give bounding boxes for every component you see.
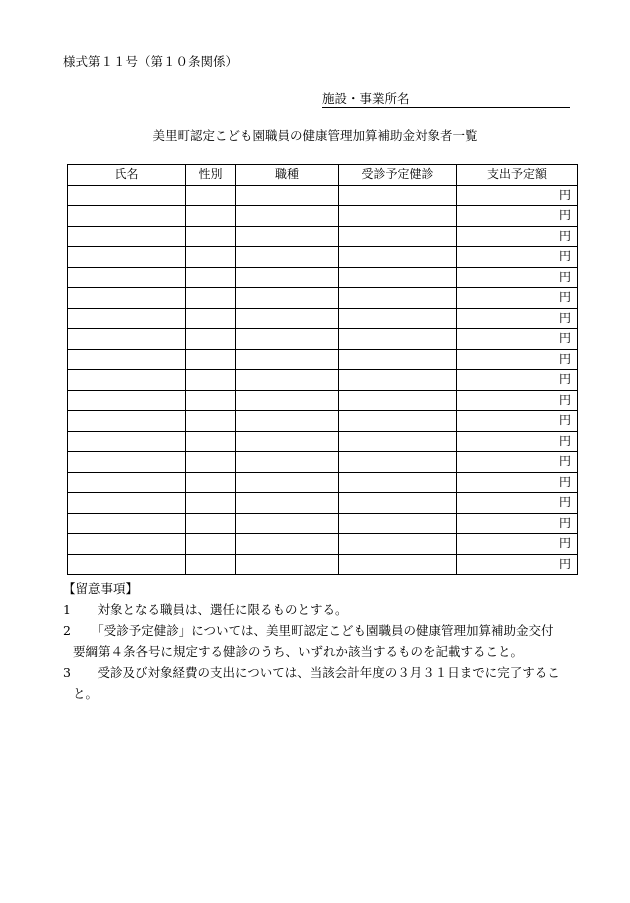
amount-cell[interactable] <box>457 267 578 288</box>
yen-unit: 円 <box>558 495 571 510</box>
checkup-cell[interactable] <box>339 349 457 370</box>
name-cell[interactable] <box>68 288 186 309</box>
yen-unit: 円 <box>558 474 571 489</box>
checkup-cell[interactable] <box>339 431 457 452</box>
notes-heading: 【留意事項】 <box>63 581 139 596</box>
checkup-cell[interactable] <box>339 493 457 514</box>
note-text: 受診及び対象経費の支出については、当該会計年度の３月３１日までに完了するこ <box>85 665 560 680</box>
yen-unit: 円 <box>558 249 571 264</box>
gender-cell[interactable] <box>186 206 236 227</box>
gender-cell[interactable] <box>186 431 236 452</box>
gender-cell[interactable] <box>186 370 236 391</box>
name-cell[interactable] <box>68 452 186 473</box>
amount-cell[interactable] <box>457 349 578 370</box>
job-type-cell[interactable] <box>236 493 339 514</box>
amount-cell[interactable] <box>457 472 578 493</box>
checkup-cell[interactable] <box>339 513 457 534</box>
yen-unit: 円 <box>558 351 571 366</box>
gender-cell[interactable] <box>186 493 236 514</box>
amount-cell[interactable] <box>457 554 578 575</box>
job-type-cell[interactable] <box>236 349 339 370</box>
yen-unit: 円 <box>558 392 571 407</box>
yen-unit: 円 <box>558 536 571 551</box>
name-cell[interactable] <box>68 370 186 391</box>
yen-unit: 円 <box>558 515 571 530</box>
name-cell[interactable] <box>68 226 186 247</box>
amount-cell[interactable] <box>457 452 578 473</box>
amount-cell[interactable] <box>457 493 578 514</box>
checkup-cell[interactable] <box>339 554 457 575</box>
job-type-cell[interactable] <box>236 247 339 268</box>
note-item <box>63 662 583 704</box>
checkup-cell[interactable] <box>339 206 457 227</box>
job-type-cell[interactable] <box>236 513 339 534</box>
yen-unit: 円 <box>558 208 571 223</box>
header-name: 氏名 <box>68 165 186 186</box>
checkup-cell[interactable] <box>339 288 457 309</box>
table-row <box>68 534 578 555</box>
yen-unit: 円 <box>558 187 571 202</box>
table-row <box>68 329 578 350</box>
gender-cell[interactable] <box>186 513 236 534</box>
name-cell[interactable] <box>68 247 186 268</box>
checkup-cell[interactable] <box>339 329 457 350</box>
job-type-cell[interactable] <box>236 390 339 411</box>
checkup-cell[interactable] <box>339 472 457 493</box>
gender-cell[interactable] <box>186 226 236 247</box>
yen-unit: 円 <box>558 413 571 428</box>
yen-unit: 円 <box>558 228 571 243</box>
name-cell[interactable] <box>68 267 186 288</box>
job-type-cell[interactable] <box>236 554 339 575</box>
checkup-cell[interactable] <box>339 411 457 432</box>
amount-cell[interactable] <box>457 329 578 350</box>
name-cell[interactable] <box>68 390 186 411</box>
gender-cell[interactable] <box>186 452 236 473</box>
note-item <box>63 620 583 662</box>
amount-cell[interactable] <box>457 185 578 206</box>
job-type-cell[interactable] <box>236 288 339 309</box>
notes-list <box>63 599 583 704</box>
amount-cell[interactable] <box>457 513 578 534</box>
checkup-cell[interactable] <box>339 390 457 411</box>
note-text: 要綱第４条各号に規定する健診のうち、いずれか該当するものを記載すること。 <box>73 644 524 659</box>
note-text: 対象となる職員は、選任に限るものとする。 <box>85 602 348 617</box>
checkup-cell[interactable] <box>339 247 457 268</box>
name-cell[interactable] <box>68 308 186 329</box>
table-row <box>68 431 578 452</box>
form-number: 様式第１１号（第１０条関係） <box>63 54 239 69</box>
gender-cell[interactable] <box>186 247 236 268</box>
header-job-type: 職種 <box>236 165 339 186</box>
table-row <box>68 267 578 288</box>
gender-cell[interactable] <box>186 349 236 370</box>
facility-name-field[interactable] <box>322 92 570 108</box>
roster-body <box>68 185 578 575</box>
table-row <box>68 288 578 309</box>
gender-cell[interactable] <box>186 267 236 288</box>
name-cell[interactable] <box>68 185 186 206</box>
yen-unit: 円 <box>558 372 571 387</box>
roster-table <box>67 164 578 575</box>
amount-cell[interactable] <box>457 308 578 329</box>
name-cell[interactable] <box>68 472 186 493</box>
name-cell[interactable] <box>68 329 186 350</box>
gender-cell[interactable] <box>186 411 236 432</box>
checkup-cell[interactable] <box>339 226 457 247</box>
job-type-cell[interactable] <box>236 370 339 391</box>
note-text: と。 <box>73 686 99 701</box>
table-row <box>68 390 578 411</box>
job-type-cell[interactable] <box>236 411 339 432</box>
note-number: 1 <box>63 602 71 617</box>
amount-cell[interactable] <box>457 431 578 452</box>
name-cell[interactable] <box>68 349 186 370</box>
amount-cell[interactable] <box>457 390 578 411</box>
gender-cell[interactable] <box>186 288 236 309</box>
yen-unit: 円 <box>558 433 571 448</box>
amount-cell[interactable] <box>457 534 578 555</box>
checkup-cell[interactable] <box>339 308 457 329</box>
document-title: 美里町認定こども園職員の健康管理加算補助金対象者一覧 <box>152 128 478 143</box>
facility-label: 施設・事業所名 <box>322 91 410 106</box>
header-row <box>68 165 578 186</box>
table-row <box>68 206 578 227</box>
job-type-cell[interactable] <box>236 534 339 555</box>
header-amount: 支出予定額 <box>457 165 578 186</box>
gender-cell[interactable] <box>186 554 236 575</box>
note-item <box>63 599 583 620</box>
table-row <box>68 513 578 534</box>
yen-unit: 円 <box>558 454 571 469</box>
note-number: 3 <box>63 665 71 680</box>
amount-cell[interactable] <box>457 288 578 309</box>
note-text: 「受診予定健診」については、美里町認定こども園職員の健康管理加算補助金交付 <box>85 623 554 638</box>
amount-cell[interactable] <box>457 370 578 391</box>
name-cell[interactable] <box>68 431 186 452</box>
checkup-cell[interactable] <box>339 185 457 206</box>
job-type-cell[interactable] <box>236 267 339 288</box>
table-row <box>68 472 578 493</box>
table-row <box>68 308 578 329</box>
table-row <box>68 226 578 247</box>
job-type-cell[interactable] <box>236 226 339 247</box>
amount-cell[interactable] <box>457 206 578 227</box>
checkup-cell[interactable] <box>339 452 457 473</box>
header-gender: 性別 <box>186 165 236 186</box>
name-cell[interactable] <box>68 206 186 227</box>
name-cell[interactable] <box>68 554 186 575</box>
table-row <box>68 349 578 370</box>
job-type-cell[interactable] <box>236 452 339 473</box>
table-row <box>68 452 578 473</box>
checkup-cell[interactable] <box>339 370 457 391</box>
name-cell[interactable] <box>68 513 186 534</box>
yen-unit: 円 <box>558 269 571 284</box>
job-type-cell[interactable] <box>236 308 339 329</box>
gender-cell[interactable] <box>186 534 236 555</box>
job-type-cell[interactable] <box>236 431 339 452</box>
job-type-cell[interactable] <box>236 329 339 350</box>
table-row <box>68 554 578 575</box>
gender-cell[interactable] <box>186 185 236 206</box>
table-row <box>68 185 578 206</box>
name-cell[interactable] <box>68 493 186 514</box>
job-type-cell[interactable] <box>236 185 339 206</box>
job-type-cell[interactable] <box>236 206 339 227</box>
yen-unit: 円 <box>558 331 571 346</box>
name-cell[interactable] <box>68 534 186 555</box>
gender-cell[interactable] <box>186 308 236 329</box>
header-checkup: 受診予定健診 <box>339 165 457 186</box>
table-row <box>68 370 578 391</box>
table-row <box>68 247 578 268</box>
table-row <box>68 411 578 432</box>
amount-cell[interactable] <box>457 247 578 268</box>
amount-cell[interactable] <box>457 226 578 247</box>
gender-cell[interactable] <box>186 329 236 350</box>
name-cell[interactable] <box>68 411 186 432</box>
gender-cell[interactable] <box>186 390 236 411</box>
notes-section <box>63 578 583 704</box>
table-row <box>68 493 578 514</box>
checkup-cell[interactable] <box>339 534 457 555</box>
job-type-cell[interactable] <box>236 472 339 493</box>
yen-unit: 円 <box>558 556 571 571</box>
amount-cell[interactable] <box>457 411 578 432</box>
gender-cell[interactable] <box>186 472 236 493</box>
note-number: 2 <box>63 623 71 638</box>
yen-unit: 円 <box>558 310 571 325</box>
yen-unit: 円 <box>558 290 571 305</box>
checkup-cell[interactable] <box>339 267 457 288</box>
